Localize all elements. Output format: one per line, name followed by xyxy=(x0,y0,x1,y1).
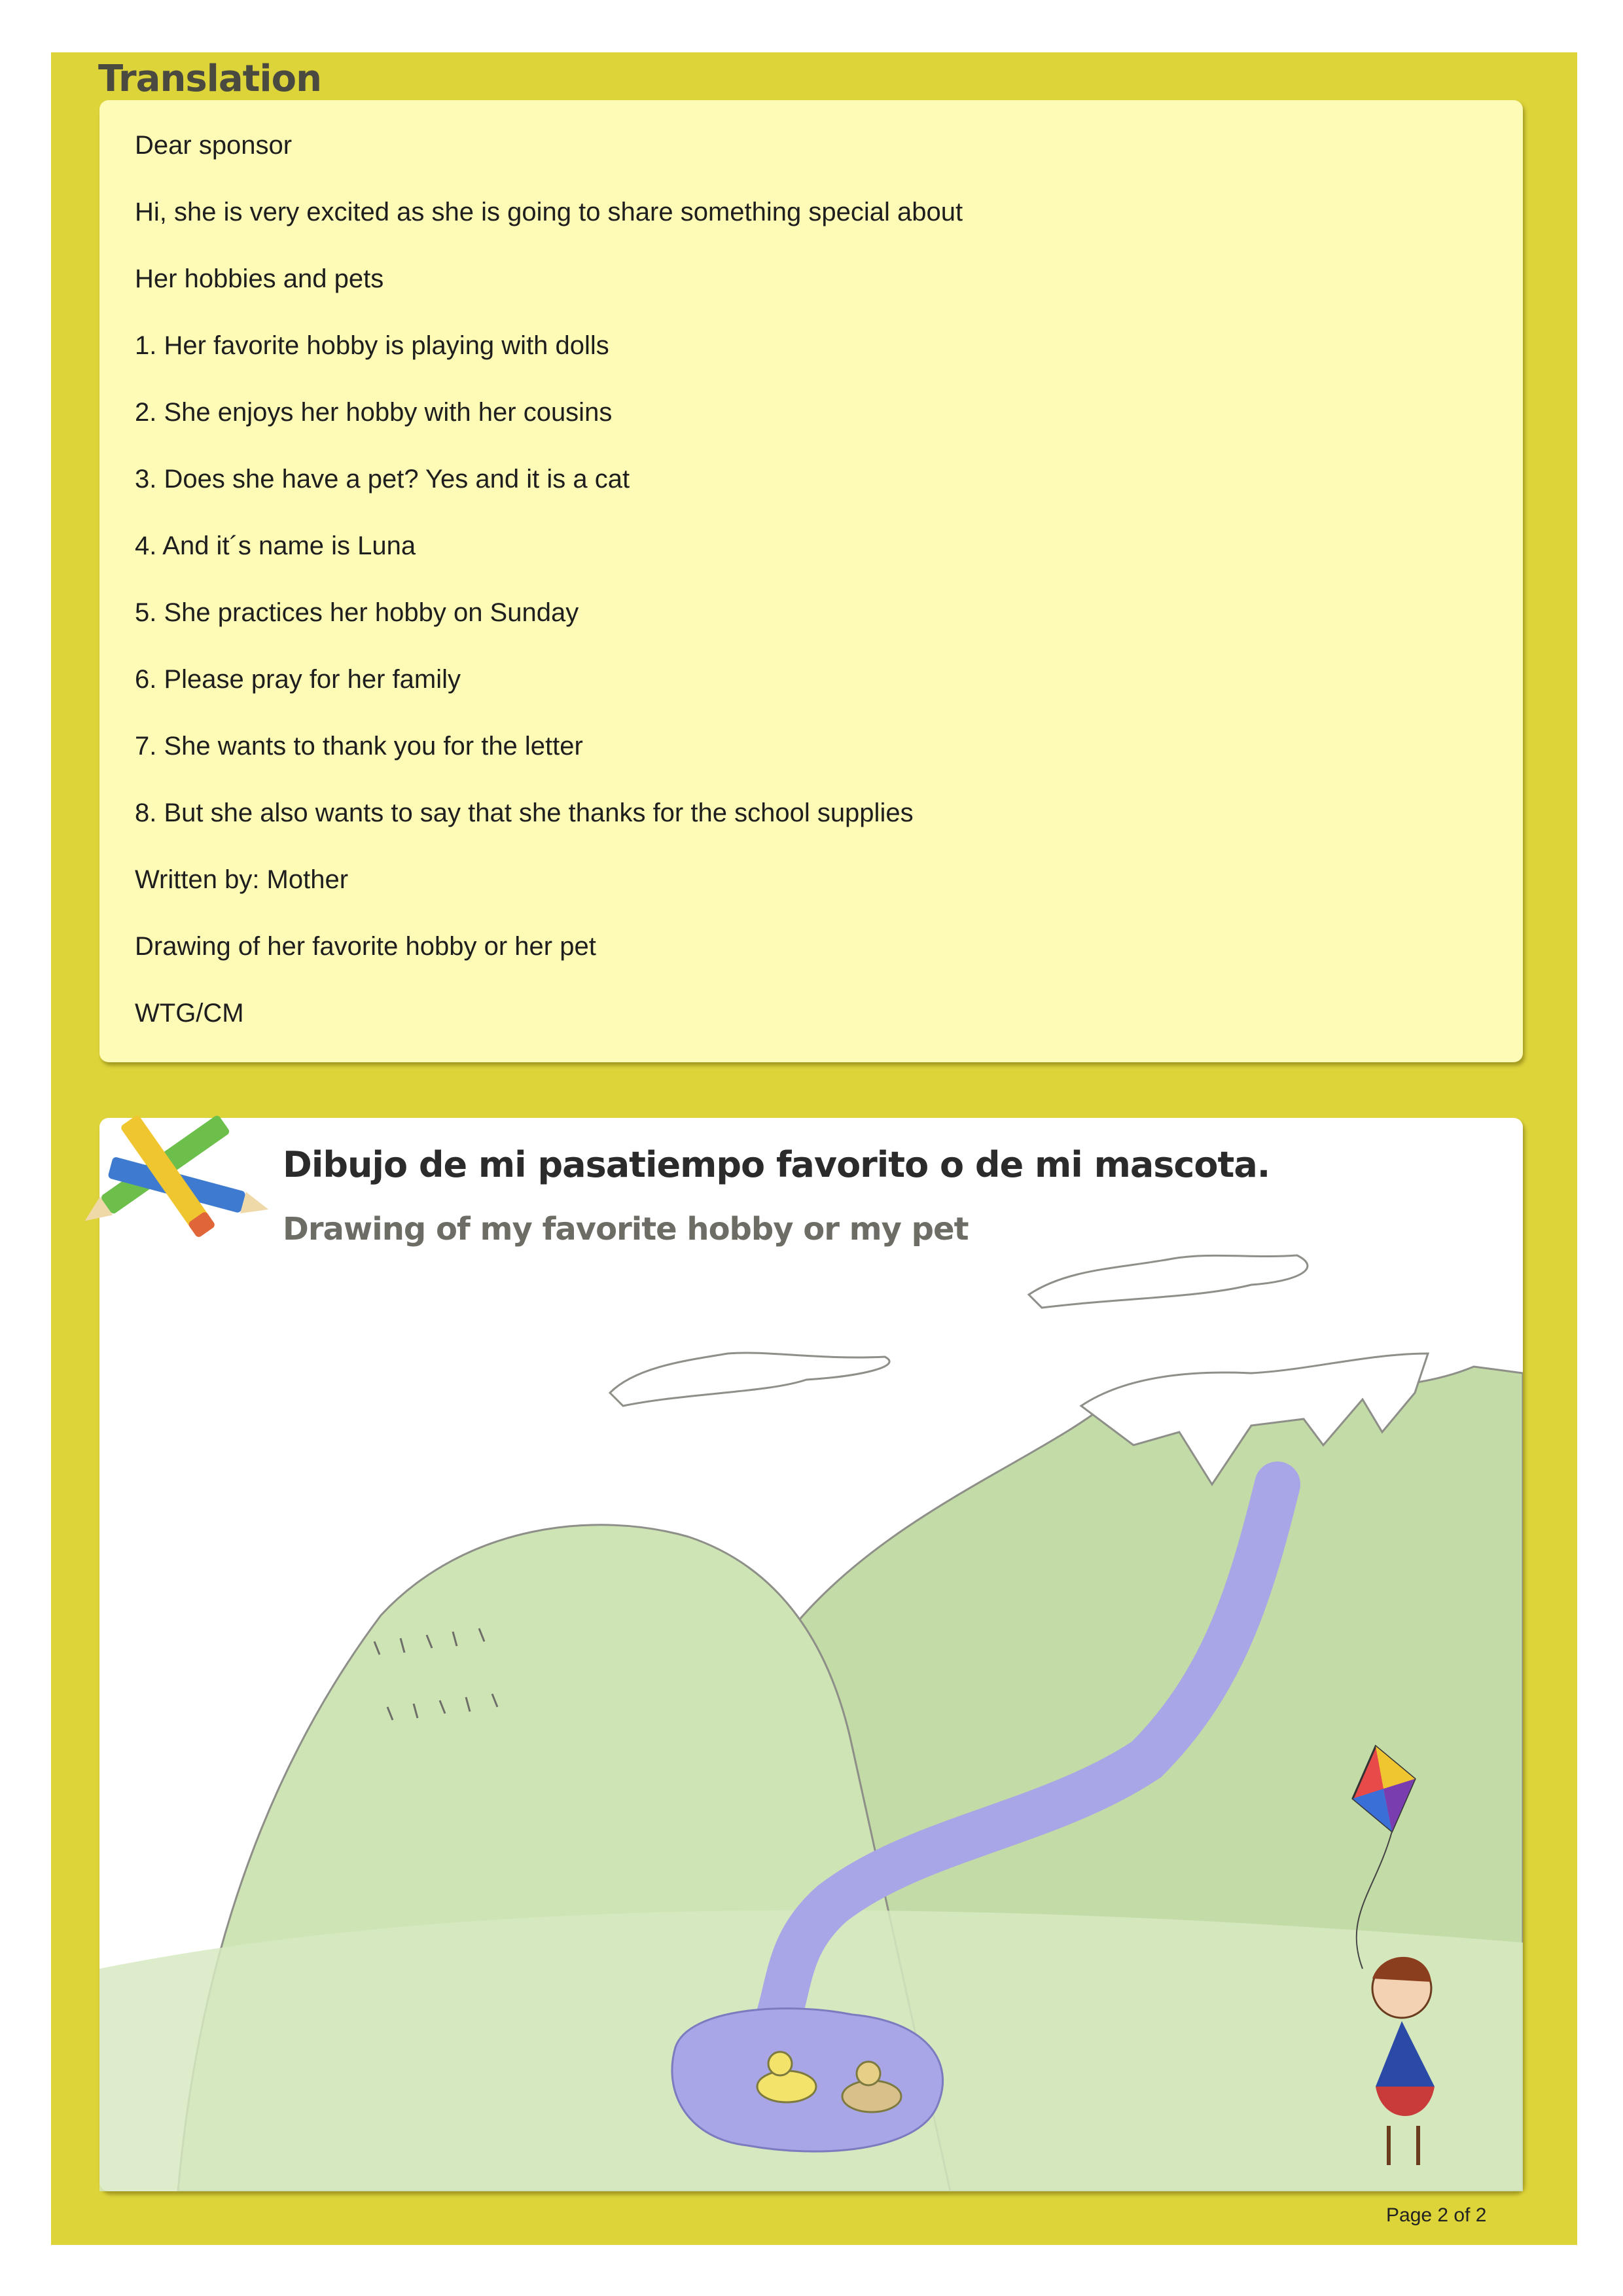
translation-line: 8. But she also wants to say that she thanks for the school supplies xyxy=(135,798,914,827)
translation-line: 7. She wants to thank you for the letter xyxy=(135,732,583,761)
translation-line: WTG/CM xyxy=(135,999,244,1028)
translation-line: Her hobbies and pets xyxy=(135,264,384,293)
translation-line: 5. She practices her hobby on Sunday xyxy=(135,598,579,627)
translation-line: Hi, she is very excited as she is going to share something special about xyxy=(135,198,963,226)
page-title: Translation xyxy=(98,58,321,100)
cloud-right xyxy=(1029,1255,1308,1308)
translation-line: 4. And it´s name is Luna xyxy=(135,531,416,560)
cloud-left xyxy=(610,1353,889,1406)
drawing-title-english: Drawing of my favorite hobby or my pet xyxy=(283,1211,969,1247)
child-drawing xyxy=(99,1118,1523,2191)
translation-line: 3. Does she have a pet? Yes and it is a cat xyxy=(135,465,630,493)
pencils-icon xyxy=(59,1073,281,1270)
drawing-title-spanish: Dibujo de mi pasatiempo favorito o de mi mascota. xyxy=(283,1144,1270,1185)
translation-card xyxy=(99,100,1523,1062)
translation-line: Written by: Mother xyxy=(135,865,349,894)
translation-line: 1. Her favorite hobby is playing with dolls xyxy=(135,331,609,360)
page-number: Page 2 of 2 xyxy=(1386,2204,1487,2226)
translation-line: Dear sponsor xyxy=(135,131,293,160)
translation-line: Drawing of her favorite hobby or her pet xyxy=(135,932,596,961)
translation-line: 6. Please pray for her family xyxy=(135,665,461,694)
translation-line: 2. She enjoys her hobby with her cousins xyxy=(135,398,613,427)
